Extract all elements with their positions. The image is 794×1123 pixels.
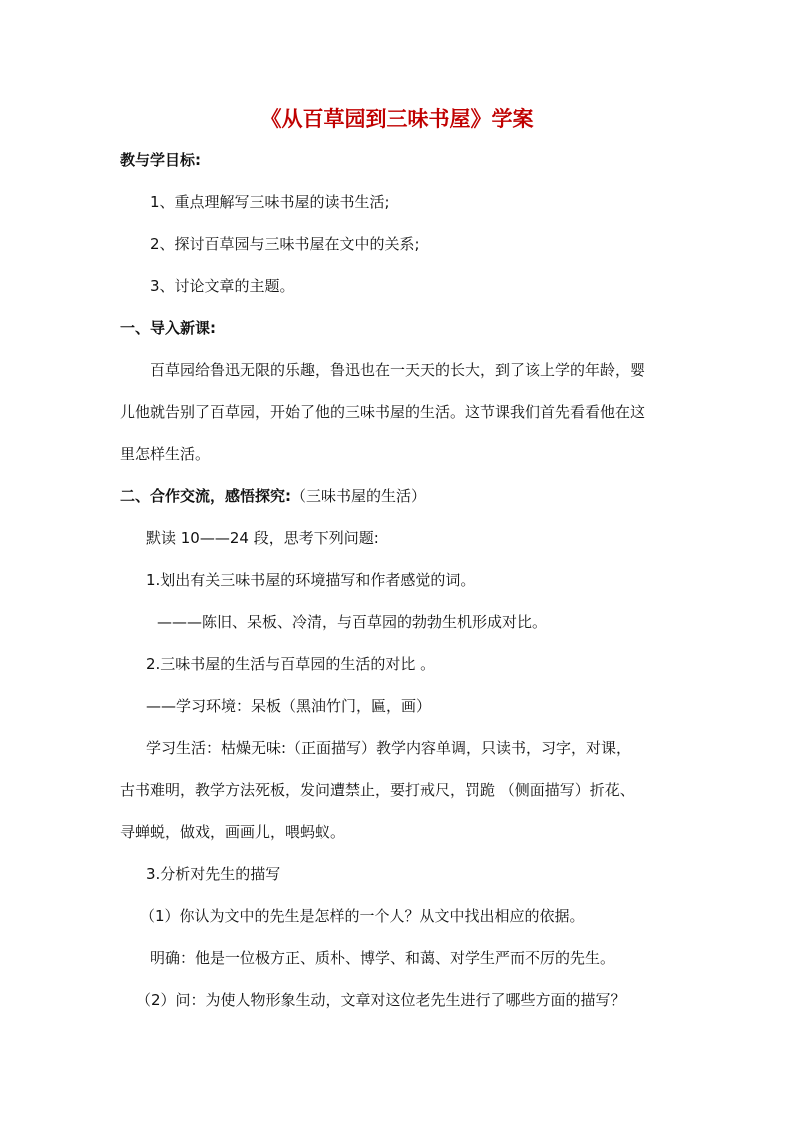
paragraph-line: 里怎样生活。 [120,445,211,463]
answer-line: 明确：他是一位极方正、质朴、博学、和蔼、对学生严而不厉的先生。 [150,949,616,967]
document-title: 《从百草园到三味书屋》学案 [260,106,534,131]
objective-item: 1、重点理解写三味书屋的读书生活; [150,193,390,211]
section2-heading-note: （三味书屋的生活） [291,487,427,505]
answer-line: ——学习环境：呆板（黑油竹门，匾，画） [146,697,432,715]
paragraph-line: 默读 10——24 段，思考下列问题: [146,529,379,547]
section1-heading: 一、导入新课: [120,319,216,337]
section2-heading-row [120,486,426,506]
objectives-heading: 教与学目标: [120,151,201,169]
question-line: 3.分析对先生的描写 [146,865,281,883]
paragraph-line: 百草园给鲁迅无限的乐趣，鲁迅也在一天天的长大，到了该上学的年龄，婴 [150,361,646,379]
paragraph-line: 学习生活：枯燥无味:（正面描写）教学内容单调，只读书，习字，对课， [146,739,632,757]
objective-item: 3、讨论文章的主题。 [150,277,295,295]
section2-heading: 二、合作交流，感悟探究: [120,487,291,505]
paragraph-line: 古书难明，教学方法死板，发问遭禁止，要打戒尺，罚跪 （侧面描写）折花、 [120,781,635,799]
question-line: （1）你认为文中的先生是怎样的一个人？从文中找出相应的依据。 [140,907,585,925]
paragraph-line: 儿他就告别了百草园，开始了他的三味书屋的生活。这节课我们首先看看他在这 [120,403,646,421]
objective-item: 2、探讨百草园与三味书屋在文中的关系; [150,235,420,253]
answer-line: ———陈旧、呆板、冷清，与百草园的勃勃生机形成对比。 [157,613,548,631]
question-line: 1.划出有关三味书屋的环境描写和作者感觉的词。 [146,571,476,589]
question-line: （2）问：为使人物形象生动，文章对这位老先生进行了哪些方面的描写？ [136,991,626,1009]
paragraph-line: 寻蝉蜕，做戏，画画儿，喂蚂蚁。 [120,823,346,841]
question-line: 2.三味书屋的生活与百草园的生活的对比 。 [146,655,436,673]
